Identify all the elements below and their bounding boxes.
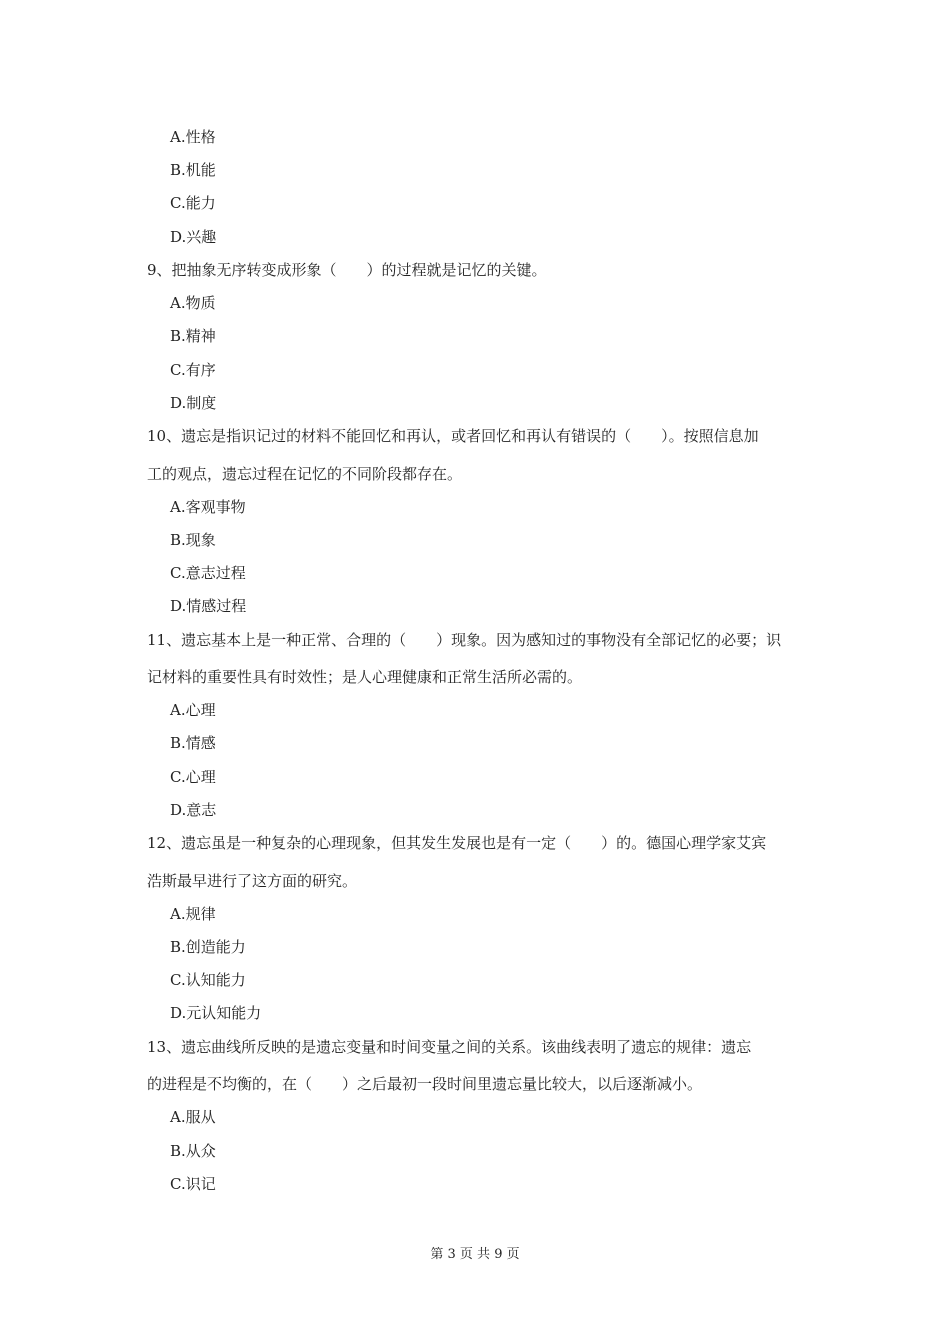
option-13a: A.服从 (170, 1108, 216, 1126)
option-10d: D.情感过程 (170, 597, 247, 615)
option-12c: C.认知能力 (170, 971, 246, 989)
option-11b: B.情感 (170, 734, 216, 752)
question-12-text-cont: 浩斯最早进行了这方面的研究。 (147, 872, 358, 890)
question-9-text: 9、把抽象无序转变成形象（ ）的过程就是记忆的关键。 (147, 261, 547, 279)
question-13-text: 13、遗忘曲线所反映的是遗忘变量和时间变量之间的关系。该曲线表明了遗忘的规律：遗忘 (147, 1038, 752, 1056)
question-10-text-cont: 工的观点，遗忘过程在记忆的不同阶段都存在。 (147, 465, 463, 483)
option-12a: A.规律 (170, 905, 216, 923)
option-11a: A.心理 (170, 701, 216, 719)
option-11d: D.意志 (170, 801, 217, 819)
option-12d: D.元认知能力 (170, 1004, 262, 1022)
question-11-text: 11、遗忘基本上是一种正常、合理的（ ）现象。因为感知过的事物没有全部记忆的必要；识 (147, 631, 782, 649)
option-10c: C.意志过程 (170, 564, 246, 582)
option-8c: C.能力 (170, 194, 216, 212)
option-8a: A.性格 (170, 128, 216, 146)
option-9d: D.制度 (170, 394, 217, 412)
page-number: 第 3 页 共 9 页 (430, 1247, 520, 1262)
option-11c: C.心理 (170, 768, 216, 786)
option-9b: B.精神 (170, 327, 216, 345)
option-9a: A.物质 (170, 294, 216, 312)
option-10b: B.现象 (170, 531, 216, 549)
question-11-text-cont: 记材料的重要性具有时效性；是人心理健康和正常生活所必需的。 (147, 668, 583, 686)
option-10a: A.客观事物 (170, 498, 246, 516)
question-12-text: 12、遗忘虽是一种复杂的心理现象，但其发生发展也是有一定（ ）的。德国心理学家艾宾 (147, 834, 767, 852)
option-13b: B.从众 (170, 1142, 216, 1160)
option-8d: D.兴趣 (170, 228, 217, 246)
option-9c: C.有序 (170, 361, 216, 379)
question-13-text-cont: 的进程是不均衡的，在（ ）之后最初一段时间里遗忘量比较大，以后逐渐减小。 (147, 1075, 703, 1093)
option-8b: B.机能 (170, 161, 216, 179)
option-12b: B.创造能力 (170, 938, 246, 956)
question-10-text: 10、遗忘是指识记过的材料不能回忆和再认，或者回忆和再认有错误的（ ）。按照信息加 (147, 427, 759, 445)
option-13c: C.识记 (170, 1175, 216, 1193)
